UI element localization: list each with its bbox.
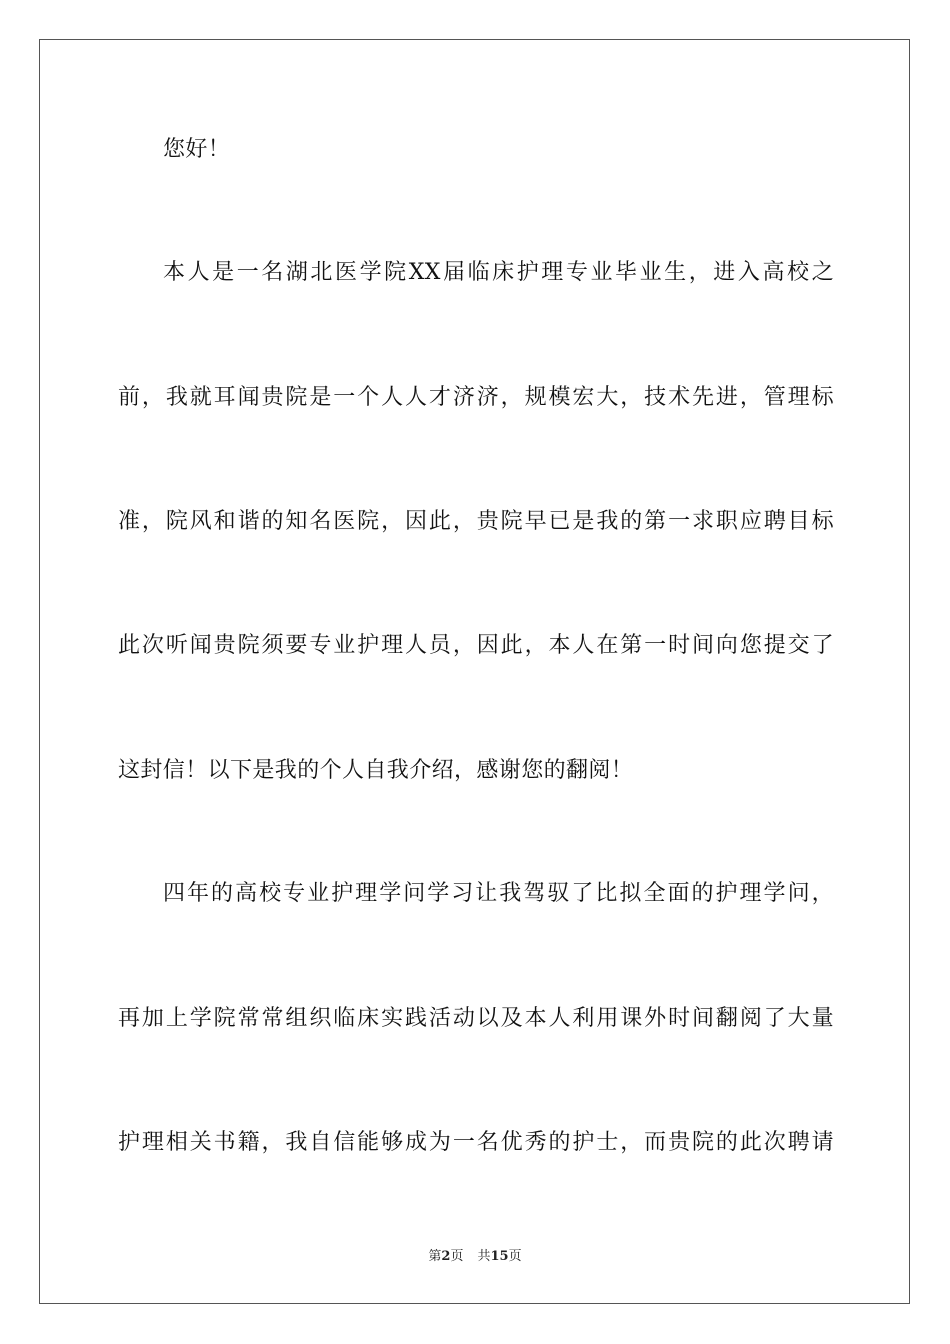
paragraph-1-line-3: 准，院风和谐的知名医院，因此，贵院早已是我的第一求职应聘目标	[118, 509, 834, 534]
paragraph-1-line-1: 本人是一名湖北医学院XX届临床护理专业毕业生，进入高校之	[163, 260, 834, 285]
page-footer	[0, 1248, 950, 1266]
paragraph-3-line-1: 四年的高校专业护理学问学习让我驾驭了比拟全面的护理学问，	[163, 881, 834, 906]
greeting-line: 您好！	[163, 137, 231, 162]
paragraph-2-line-2: 这封信！以下是我的个人自我介绍，感谢您的翻阅！	[118, 758, 634, 783]
total-pages: 15	[490, 1249, 509, 1264]
page-prefix: 第	[428, 1249, 442, 1264]
page-suffix: 页	[450, 1249, 464, 1264]
page-frame	[39, 39, 910, 1304]
page-number: 2	[441, 1249, 451, 1264]
paragraph-1-line-2: 前，我就耳闻贵院是一个人人才济济，规模宏大，技术先进，管理标	[118, 385, 834, 410]
total-prefix: 共	[477, 1249, 491, 1264]
paragraph-3-line-3: 护理相关书籍，我自信能够成为一名优秀的护士，而贵院的此次聘请	[118, 1130, 834, 1155]
paragraph-3-line-2: 再加上学院常常组织临床实践活动以及本人利用课外时间翻阅了大量	[118, 1006, 834, 1031]
total-suffix: 页	[508, 1249, 522, 1264]
paragraph-2-line-1: 此次听闻贵院须要专业护理人员，因此，本人在第一时间向您提交了	[118, 633, 834, 658]
